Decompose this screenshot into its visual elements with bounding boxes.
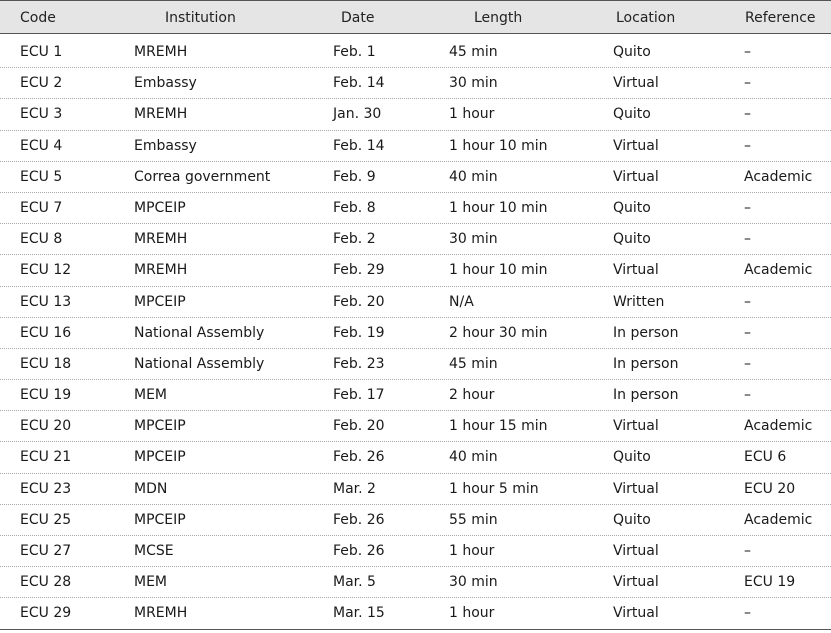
cell-location: Quito	[613, 44, 651, 60]
cell-reference: –	[744, 387, 751, 404]
cell-date: Feb. 26	[333, 449, 385, 466]
cell-code: ECU 23	[20, 480, 72, 497]
cell-length: 30 min	[449, 75, 498, 92]
cell-date: Feb. 20	[333, 293, 385, 310]
cell-reference: –	[744, 137, 751, 154]
cell-code: ECU 5	[20, 168, 63, 185]
cell-reference: –	[744, 605, 751, 622]
cell-reference: Academic	[744, 168, 813, 185]
table-row	[0, 131, 831, 162]
table-header	[0, 0, 831, 34]
cell-location: In person	[613, 355, 679, 372]
table-row	[0, 318, 831, 349]
cell-location: Virtual	[613, 262, 659, 279]
table-row	[0, 505, 831, 536]
table-row	[0, 255, 831, 286]
cell-length: 1 hour 15 min	[449, 418, 548, 435]
cell-code: ECU 19	[20, 387, 72, 404]
cell-institution: MREMH	[134, 231, 188, 248]
cell-length: 1 hour 5 min	[449, 480, 539, 497]
cell-institution: MREMH	[134, 262, 188, 279]
table-row	[0, 68, 831, 99]
cell-location: Virtual	[613, 605, 659, 622]
cell-length: 1 hour 10 min	[449, 199, 548, 216]
cell-reference: –	[744, 324, 751, 341]
cell-institution: MPCEIP	[134, 199, 186, 216]
cell-date: Feb. 9	[333, 168, 376, 185]
cell-length: N/A	[449, 293, 474, 310]
cell-length: 1 hour	[449, 543, 495, 559]
cell-location: Virtual	[613, 480, 659, 497]
cell-code: ECU 28	[20, 574, 72, 591]
cell-institution: MDN	[134, 480, 168, 497]
table-row	[0, 162, 831, 193]
cell-location: Virtual	[613, 418, 659, 435]
header-code: Code	[20, 10, 56, 26]
table-row	[0, 442, 831, 473]
cell-date: Feb. 23	[333, 355, 385, 372]
cell-date: Mar. 15	[333, 605, 385, 622]
table-row	[0, 474, 831, 505]
cell-code: ECU 3	[20, 106, 63, 123]
cell-institution: Correa government	[134, 168, 271, 185]
cell-date: Feb. 26	[333, 511, 385, 528]
cell-length: 2 hour	[449, 387, 495, 404]
cell-institution: MEM	[134, 387, 168, 404]
cell-location: Virtual	[613, 137, 659, 154]
cell-institution: Embassy	[134, 75, 197, 92]
cell-length: 30 min	[449, 231, 498, 248]
cell-date: Feb. 29	[333, 262, 385, 279]
header-date: Date	[341, 10, 375, 26]
cell-length: 1 hour 10 min	[449, 262, 548, 279]
cell-code: ECU 21	[20, 449, 72, 466]
cell-reference: –	[744, 199, 751, 216]
cell-institution: MREMH	[134, 106, 188, 123]
cell-reference: –	[744, 293, 751, 310]
cell-length: 2 hour 30 min	[449, 324, 548, 341]
table-row	[0, 224, 831, 255]
cell-institution: MPCEIP	[134, 449, 186, 466]
cell-institution: MPCEIP	[134, 511, 186, 528]
cell-reference: ECU 6	[744, 449, 787, 466]
cell-code: ECU 25	[20, 511, 72, 528]
cell-date: Feb. 14	[333, 137, 385, 154]
cell-reference: ECU 19	[744, 574, 796, 591]
header-reference: Reference	[745, 10, 816, 26]
cell-code: ECU 16	[20, 324, 72, 341]
cell-institution: MPCEIP	[134, 418, 186, 435]
cell-reference: –	[744, 75, 751, 92]
cell-date: Feb. 1	[333, 44, 376, 60]
cell-date: Feb. 17	[333, 387, 385, 404]
table-row	[0, 411, 831, 442]
cell-location: In person	[613, 324, 679, 341]
cell-length: 40 min	[449, 168, 498, 185]
cell-length: 45 min	[449, 355, 498, 372]
cell-length: 1 hour 10 min	[449, 137, 548, 154]
cell-length: 30 min	[449, 574, 498, 591]
cell-location: Virtual	[613, 574, 659, 591]
cell-code: ECU 20	[20, 418, 72, 435]
cell-code: ECU 29	[20, 605, 72, 622]
cell-institution: National Assembly	[134, 355, 265, 372]
cell-code: ECU 27	[20, 543, 72, 559]
cell-code: ECU 4	[20, 137, 63, 154]
cell-length: 40 min	[449, 449, 498, 466]
cell-institution: MEM	[134, 574, 168, 591]
table-row	[0, 287, 831, 318]
cell-reference: –	[744, 44, 751, 60]
cell-date: Jan. 30	[333, 106, 382, 123]
cell-date: Feb. 8	[333, 199, 376, 216]
cell-reference: Academic	[744, 418, 813, 435]
cell-location: Quito	[613, 106, 651, 123]
cell-date: Feb. 2	[333, 231, 376, 248]
cell-length: 55 min	[449, 511, 498, 528]
table-row	[0, 99, 831, 130]
header-location: Location	[616, 10, 676, 26]
cell-length: 45 min	[449, 44, 498, 60]
cell-reference: Academic	[744, 262, 813, 279]
cell-code: ECU 7	[20, 199, 63, 216]
cell-institution: MREMH	[134, 605, 188, 622]
cell-reference: –	[744, 231, 751, 248]
cell-location: Quito	[613, 449, 651, 466]
table-row	[0, 37, 831, 68]
cell-location: Virtual	[613, 75, 659, 92]
cell-institution: National Assembly	[134, 324, 265, 341]
cell-reference: –	[744, 106, 751, 123]
cell-date: Feb. 14	[333, 75, 385, 92]
cell-date: Feb. 19	[333, 324, 385, 341]
cell-code: ECU 18	[20, 355, 72, 372]
header-institution: Institution	[165, 10, 236, 26]
cell-code: ECU 13	[20, 293, 72, 310]
cell-reference: Academic	[744, 511, 813, 528]
cell-institution: MREMH	[134, 44, 188, 60]
table-row	[0, 536, 831, 567]
cell-location: Virtual	[613, 543, 659, 559]
cell-date: Feb. 26	[333, 543, 385, 559]
cell-length: 1 hour	[449, 106, 495, 123]
cell-institution: MPCEIP	[134, 293, 186, 310]
cell-institution: MCSE	[134, 543, 174, 559]
header-length: Length	[474, 10, 523, 26]
cell-code: ECU 8	[20, 231, 63, 248]
cell-code: ECU 2	[20, 75, 63, 92]
cell-reference: –	[744, 543, 751, 559]
cell-reference: –	[744, 355, 751, 372]
cell-institution: Embassy	[134, 137, 197, 154]
cell-code: ECU 12	[20, 262, 72, 279]
cell-location: Quito	[613, 511, 651, 528]
cell-location: In person	[613, 387, 679, 404]
table-body	[0, 37, 831, 630]
cell-code: ECU 1	[20, 44, 63, 60]
cell-location: Quito	[613, 199, 651, 216]
table-row	[0, 193, 831, 224]
cell-date: Mar. 2	[333, 480, 376, 497]
cell-date: Mar. 5	[333, 574, 376, 591]
table-row	[0, 567, 831, 598]
table-row	[0, 349, 831, 380]
table-row	[0, 598, 831, 629]
table-row	[0, 380, 831, 411]
cell-date: Feb. 20	[333, 418, 385, 435]
cell-location: Written	[613, 293, 665, 310]
cell-location: Quito	[613, 231, 651, 248]
cell-reference: ECU 20	[744, 480, 796, 497]
cell-location: Virtual	[613, 168, 659, 185]
cell-length: 1 hour	[449, 605, 495, 622]
